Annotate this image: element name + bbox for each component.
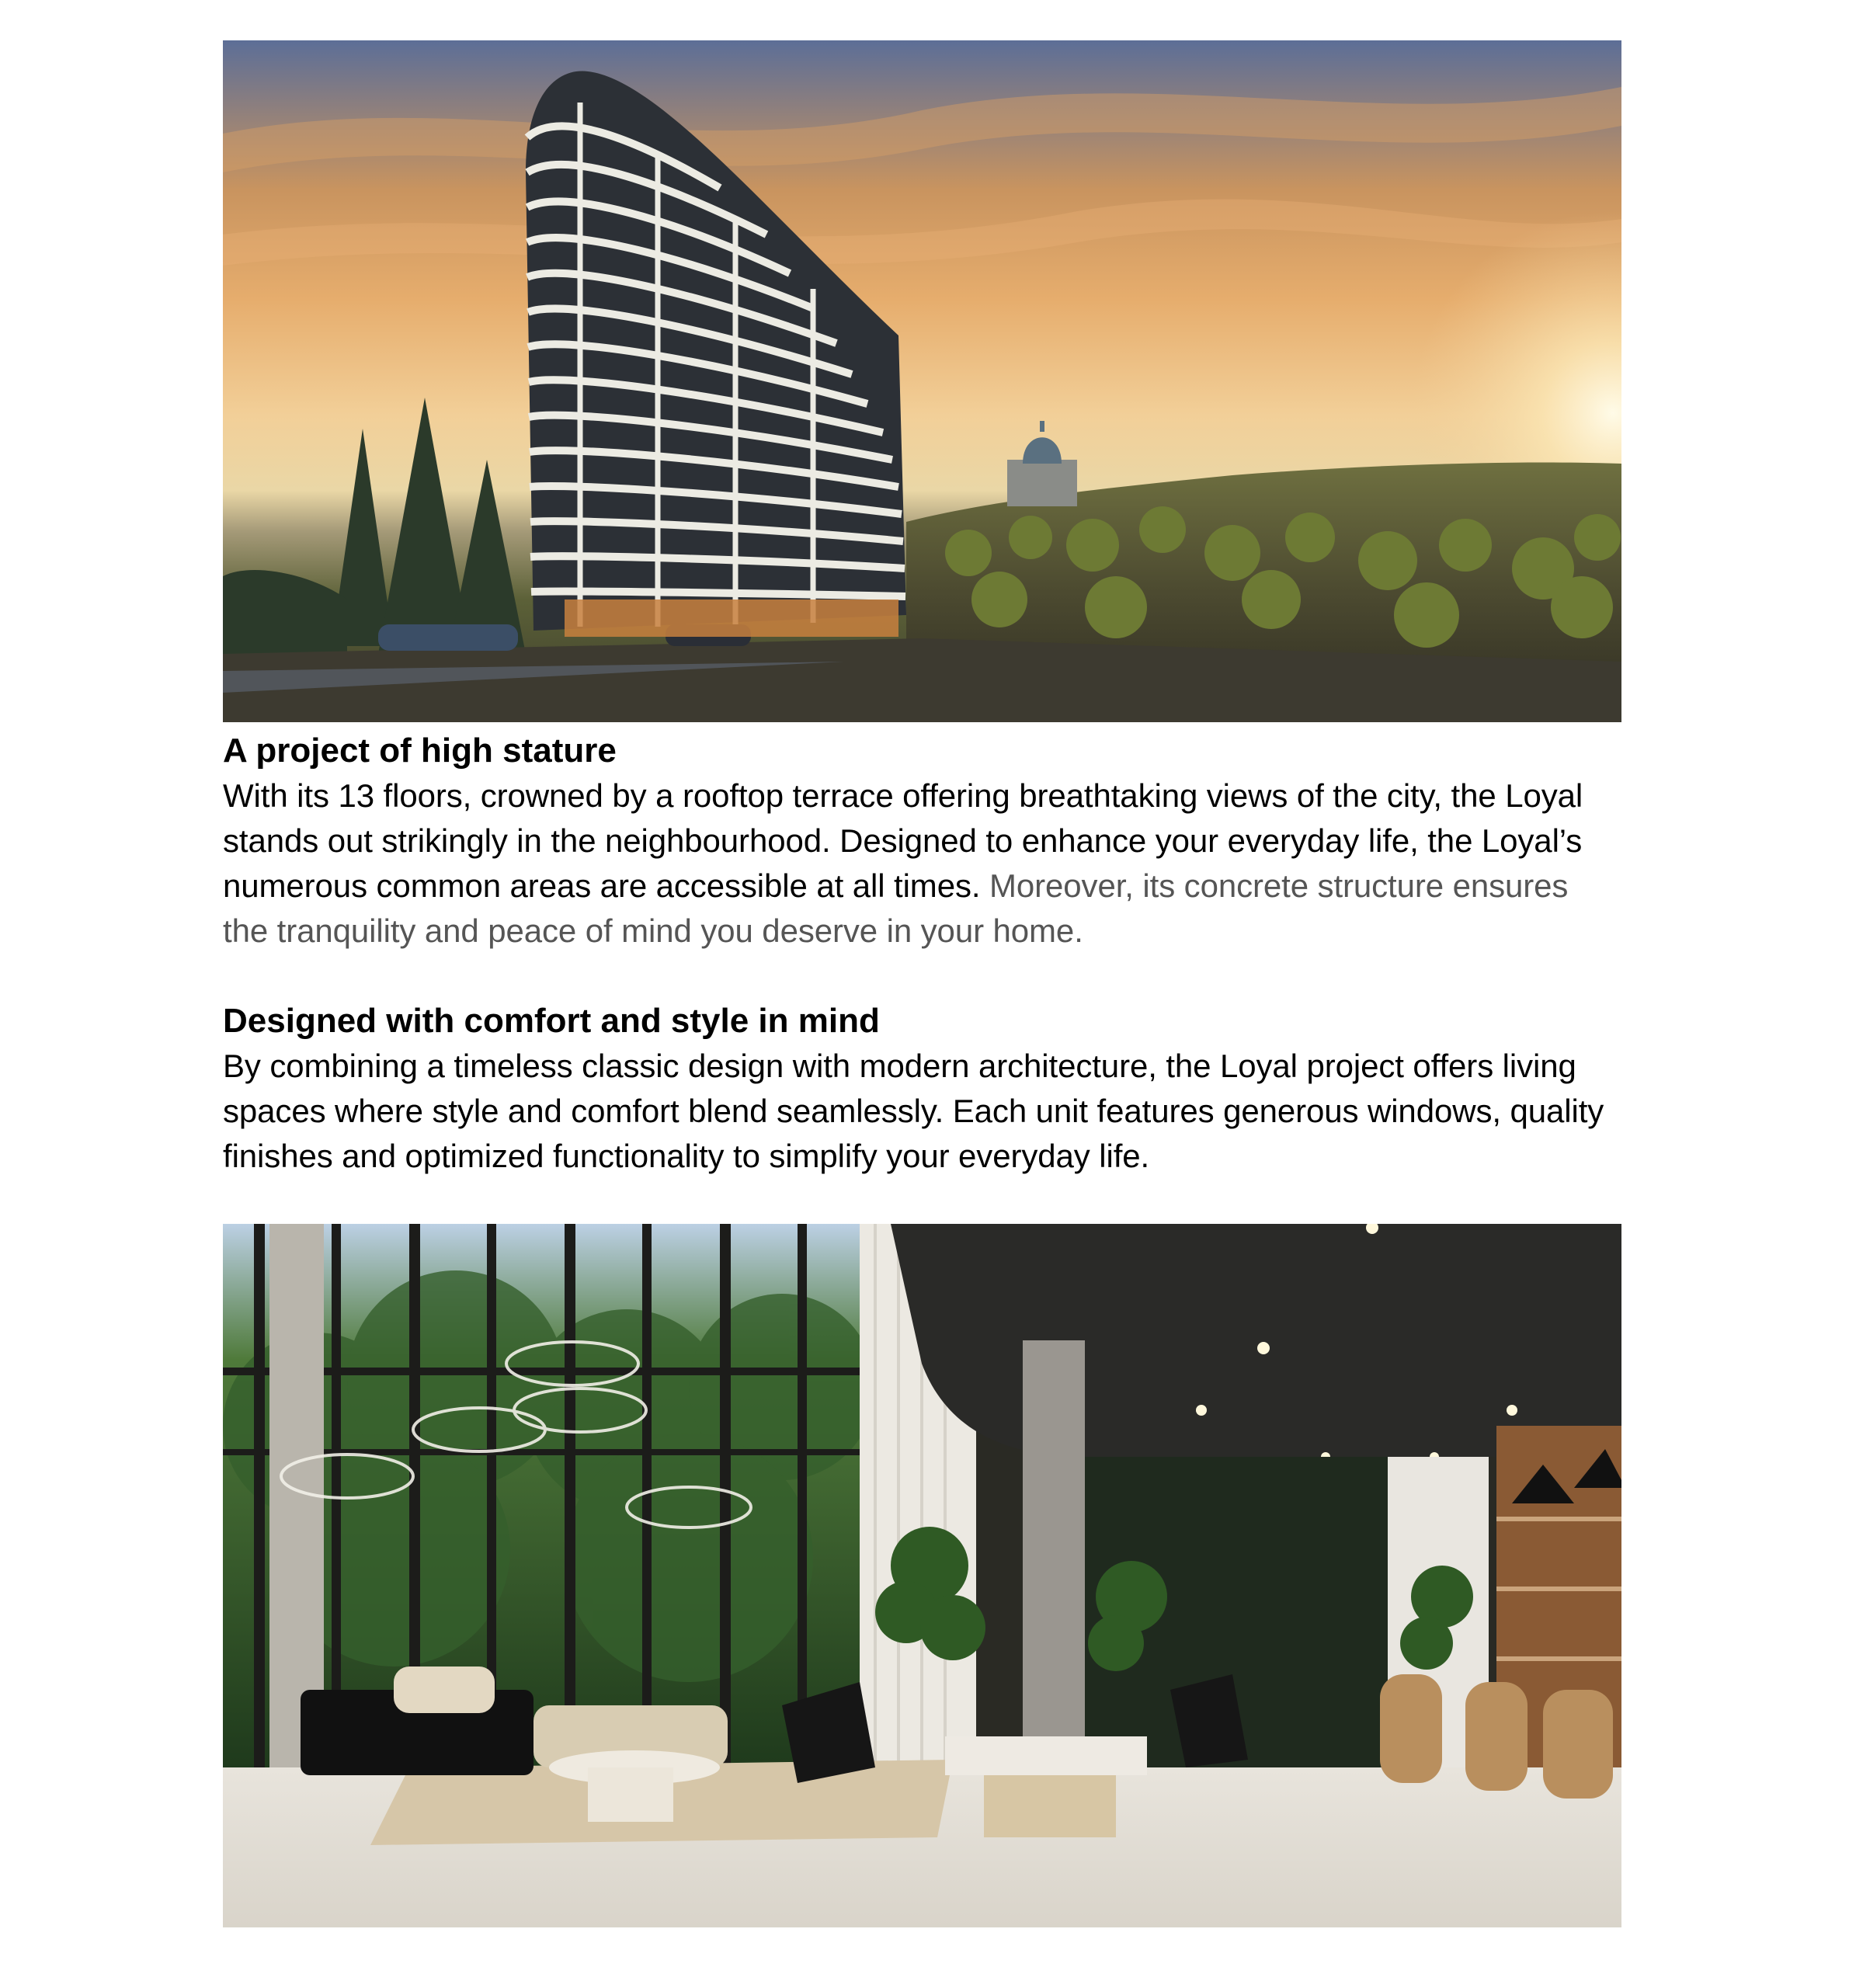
section-comfort-style	[223, 999, 1621, 1179]
lobby-interior-image	[223, 1224, 1621, 1927]
section-paragraph	[223, 773, 1621, 954]
section-project-stature	[223, 728, 1621, 954]
section-title: A project of high stature	[223, 732, 617, 770]
building-photo-illustration	[223, 40, 1621, 722]
paragraph-text: With its 13 floors, crowned by a rooftop terrace offering breathtaking views of the city, the Loyal stands out strikingly in the neighbourhood. Designed to enhance your everyday life, the Loyal’s numerous common areas are accessible at all times.	[223, 777, 1583, 904]
document-page	[223, 40, 1621, 1927]
lobby-photo-illustration	[223, 1224, 1621, 1927]
section-paragraph: By combining a timeless classic design with modern architecture, the Loyal project offers living spaces where style and comfort blend seamlessly. Each unit features generous windows, quality finishes and optimized functionality to simplify your everyday life.	[223, 1048, 1604, 1174]
hero-building-image	[223, 40, 1621, 722]
section-title: Designed with comfort and style in mind	[223, 1002, 880, 1040]
paragraph-text-muted: Moreover, its concrete structure ensures the tranquility and peace of mind you deserve in your home.	[223, 867, 1569, 949]
